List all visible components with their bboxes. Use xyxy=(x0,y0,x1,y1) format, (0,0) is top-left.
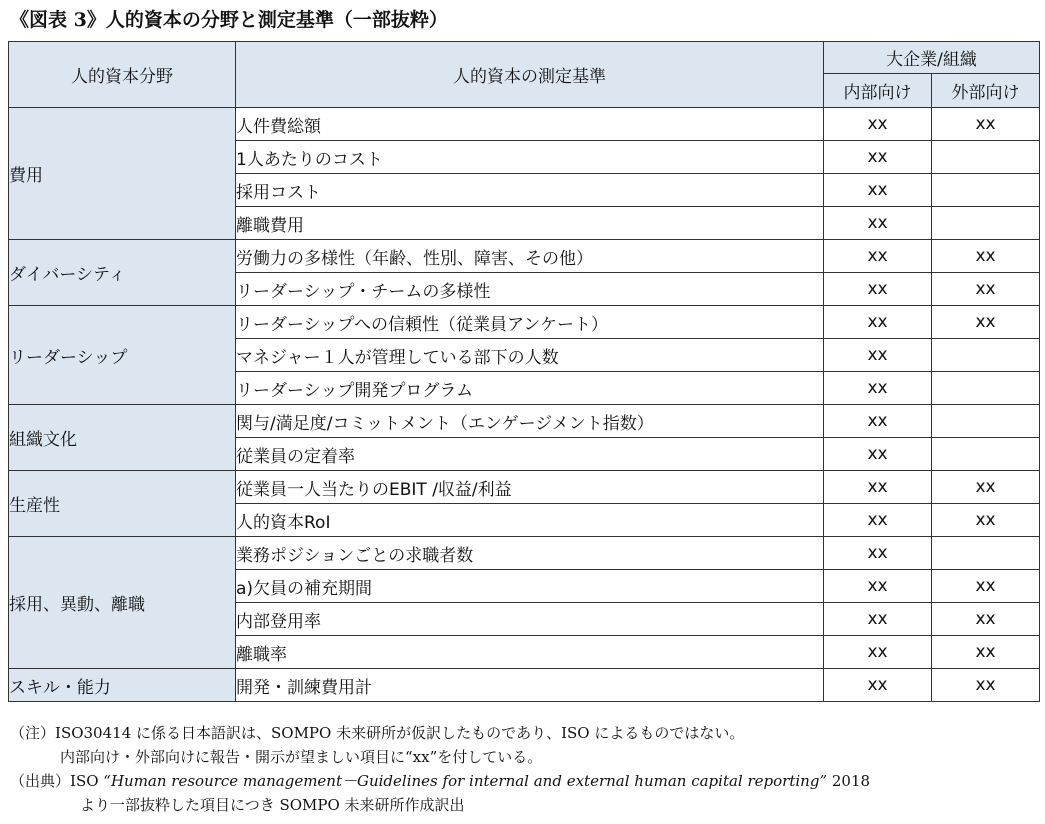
external-mark-cell: xx xyxy=(932,471,1040,504)
external-mark-cell xyxy=(932,405,1040,438)
internal-mark-cell: xx xyxy=(824,669,932,702)
external-mark-cell: xx xyxy=(932,273,1040,306)
human-capital-table xyxy=(8,41,1040,702)
source-text-2: より一部抜粋した項目につき SOMPO 未来研所作成訳出 xyxy=(80,796,465,814)
internal-mark-cell: xx xyxy=(824,108,932,141)
external-mark-cell: xx xyxy=(932,669,1040,702)
internal-mark-cell: xx xyxy=(824,570,932,603)
external-mark-cell xyxy=(932,372,1040,405)
table-row xyxy=(9,669,1040,702)
note-text-1: ISO30414 に係る日本語訳は、SOMPO 未来研所が仮訳したものであり、ISO によるものではない。 xyxy=(55,724,745,742)
criterion-cell: 離職率 xyxy=(236,636,824,669)
external-mark-cell: xx xyxy=(932,240,1040,273)
internal-mark-cell: xx xyxy=(824,306,932,339)
external-mark-cell: xx xyxy=(932,108,1040,141)
external-mark-cell xyxy=(932,537,1040,570)
category-cell: 組織文化 xyxy=(9,405,236,471)
internal-mark-cell: xx xyxy=(824,174,932,207)
criterion-cell: 人件費総額 xyxy=(236,108,824,141)
internal-mark-cell: xx xyxy=(824,636,932,669)
external-mark-cell: xx xyxy=(932,636,1040,669)
note-line-2 xyxy=(10,745,870,769)
external-mark-cell: xx xyxy=(932,504,1040,537)
external-mark-cell xyxy=(932,174,1040,207)
internal-mark-cell: xx xyxy=(824,504,932,537)
page-title: 《図表 3》人的資本の分野と測定基準（一部抜粋） xyxy=(10,9,448,31)
criterion-cell: 関与/満足度/コミットメント（エンゲージメント指数） xyxy=(236,405,824,438)
source-prefix: ISO xyxy=(70,772,99,790)
criterion-cell: 労働力の多様性（年齢、性別、障害、その他） xyxy=(236,240,824,273)
criterion-cell: 採用コスト xyxy=(236,174,824,207)
criterion-cell: 1人あたりのコスト xyxy=(236,141,824,174)
category-cell: リーダーシップ xyxy=(9,306,236,405)
internal-mark-cell: xx xyxy=(824,471,932,504)
header-org: 大企業/組織 xyxy=(824,42,1040,74)
internal-mark-cell: xx xyxy=(824,537,932,570)
category-cell: ダイバーシティ xyxy=(9,240,236,306)
external-mark-cell xyxy=(932,141,1040,174)
criterion-cell: a)欠員の補充期間 xyxy=(236,570,824,603)
header-criteria: 人的資本の測定基準 xyxy=(236,42,824,108)
note-text-2: 内部向け・外部向けに報告・開示が望ましい項目に“xx”を付している。 xyxy=(60,748,543,766)
table-row xyxy=(9,405,1040,438)
criterion-cell: 従業員の定着率 xyxy=(236,438,824,471)
external-mark-cell xyxy=(932,207,1040,240)
external-mark-cell: xx xyxy=(932,306,1040,339)
source-year: 2018 xyxy=(831,772,871,790)
table-body xyxy=(9,108,1040,702)
category-cell: スキル・能力 xyxy=(9,669,236,702)
source-line-2 xyxy=(10,793,870,817)
external-mark-cell xyxy=(932,339,1040,372)
criterion-cell: 開発・訓練費用計 xyxy=(236,669,824,702)
table-row xyxy=(9,306,1040,339)
criterion-cell: マネジャー１人が管理している部下の人数 xyxy=(236,339,824,372)
criterion-cell: リーダーシップ・チームの多様性 xyxy=(236,273,824,306)
internal-mark-cell: xx xyxy=(824,273,932,306)
internal-mark-cell: xx xyxy=(824,438,932,471)
source-title: “Human resource management－Guidelines for internal and external human capital reporting” xyxy=(103,772,828,790)
footnotes xyxy=(10,721,870,817)
table-row xyxy=(9,471,1040,504)
header-area: 人的資本分野 xyxy=(9,42,236,108)
external-mark-cell: xx xyxy=(932,570,1040,603)
internal-mark-cell: xx xyxy=(824,240,932,273)
source-label: （出典） xyxy=(10,772,71,790)
category-cell: 採用、異動、離職 xyxy=(9,537,236,669)
criterion-cell: 業務ポジションごとの求職者数 xyxy=(236,537,824,570)
internal-mark-cell: xx xyxy=(824,207,932,240)
category-cell: 生産性 xyxy=(9,471,236,537)
criterion-cell: リーダーシップ開発プログラム xyxy=(236,372,824,405)
table-row xyxy=(9,108,1040,141)
note-label: （注） xyxy=(10,724,56,742)
internal-mark-cell: xx xyxy=(824,405,932,438)
internal-mark-cell: xx xyxy=(824,339,932,372)
table-row xyxy=(9,240,1040,273)
criterion-cell: リーダーシップへの信頼性（従業員アンケート） xyxy=(236,306,824,339)
category-cell: 費用 xyxy=(9,108,236,240)
criterion-cell: 人的資本RoI xyxy=(236,504,824,537)
criterion-cell: 離職費用 xyxy=(236,207,824,240)
criterion-cell: 内部登用率 xyxy=(236,603,824,636)
header-internal: 内部向け xyxy=(824,74,932,108)
external-mark-cell: xx xyxy=(932,603,1040,636)
internal-mark-cell: xx xyxy=(824,141,932,174)
table-row xyxy=(9,537,1040,570)
internal-mark-cell: xx xyxy=(824,603,932,636)
header-external: 外部向け xyxy=(932,74,1040,108)
external-mark-cell xyxy=(932,438,1040,471)
internal-mark-cell: xx xyxy=(824,372,932,405)
source-line-1 xyxy=(10,769,870,793)
note-line-1 xyxy=(10,721,870,745)
criterion-cell: 従業員一人当たりのEBIT /収益/利益 xyxy=(236,471,824,504)
